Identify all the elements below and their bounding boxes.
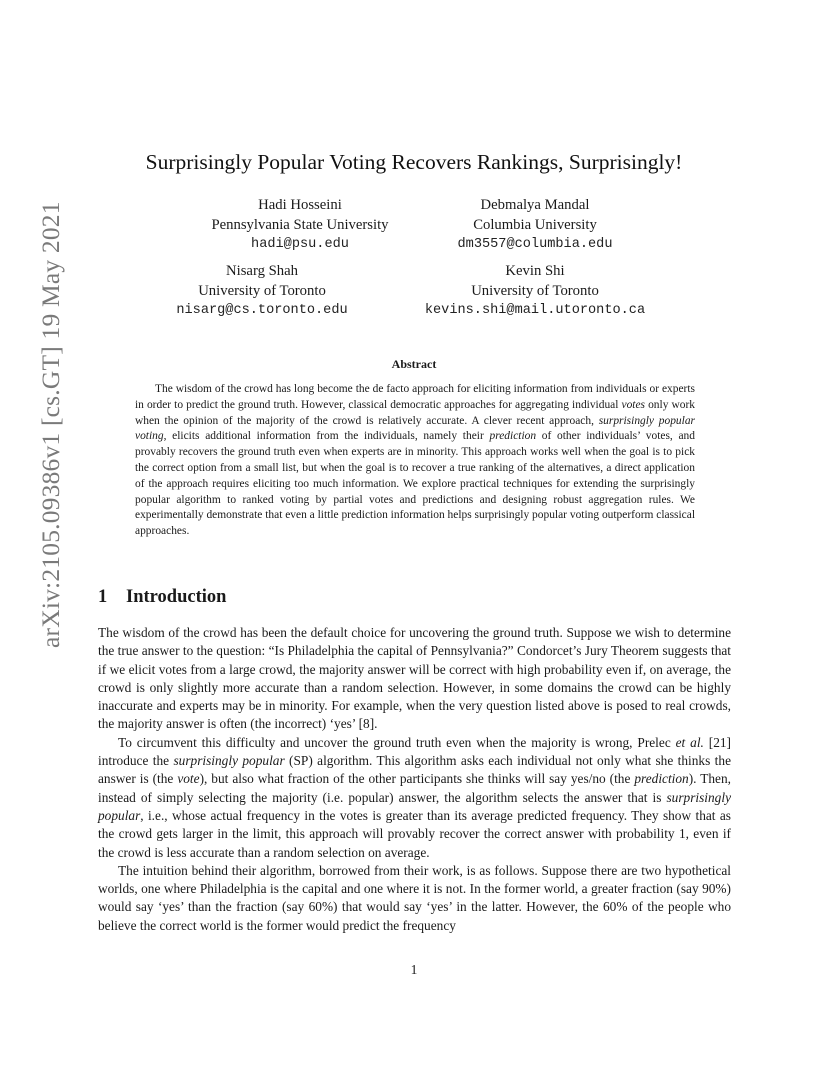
paragraph: The wisdom of the crowd has been the default choice for uncovering the ground truth. Suppose we wish to determine the true answer to the question: “Is Philadelphia the capital of Pennsylvania?” Condorcet’s Jury Theorem suggests that if we elicit votes from a large crowd, the majority answer will be correct with high probability even if, on average, the crowd is only slightly more accurate than a random selection. However, in some domains the crowd can be highly inaccurate and experts may be in minority. For example, when the very question listed above is posed to real crowds, the majority answer is often (the incorrect) ‘yes’ [8]. — [98, 625, 731, 732]
author-affiliation: University of Toronto — [471, 282, 599, 299]
paper-title: Surprisingly Popular Voting Recovers Rankings, Surprisingly! — [145, 150, 683, 174]
author-block — [395, 262, 675, 321]
emphasis: surprisingly popular — [98, 789, 731, 823]
section-title: Introduction — [126, 587, 227, 607]
author-affiliation: University of Toronto — [198, 282, 326, 299]
author-affiliation: Pennsylvania State University — [211, 216, 389, 233]
author-email: hadi@psu.edu — [251, 237, 349, 252]
emphasis: surprisingly popular — [173, 753, 285, 769]
author-block — [180, 196, 420, 255]
author-block — [415, 196, 655, 255]
author-email: dm3557@columbia.edu — [457, 237, 613, 252]
emphasis: surprisingly popular voting — [135, 414, 695, 443]
author-name: Kevin Shi — [505, 263, 565, 279]
author-name: Debmalya Mandal — [480, 197, 590, 213]
emphasis: votes — [621, 398, 646, 411]
author-name: Nisarg Shah — [226, 263, 298, 279]
author-email: kevins.shi@mail.utoronto.ca — [424, 303, 646, 318]
author-affiliation: Columbia University — [473, 216, 597, 233]
author-name: Hadi Hosseini — [258, 197, 342, 213]
abstract-text: The wisdom of the crowd has long become the de facto approach for eliciting information from individuals or experts in order to predict the ground truth. However, classical democratic approaches for aggregating individual votes only work when the opinion of the majority of the crowd is relatively accurate. A clever recent approach, surprisingly popular voting, elicits additional information from the individuals, namely their prediction of other individuals’ votes, and provably recovers the ground truth even when experts are in minority. This approach works well when the goal is to pick the correct option from a small list, but when the goal is to recover a true ranking of the alternatives, a direct application of the approach requires eliciting too much information. We explore practical techniques for extending the surprisingly popular algorithm to ranked voting by partial votes and predictions and designing robust aggregation rules. We experimentally demonstrate that even a little prediction information helps surprisingly popular voting outperform classical approaches. — [135, 383, 695, 538]
abstract-heading: Abstract — [391, 357, 437, 371]
author-email: nisarg@cs.toronto.edu — [176, 303, 348, 318]
emphasis: prediction — [634, 771, 689, 787]
page-number: 1 — [410, 962, 418, 977]
arxiv-identifier-text: arXiv:2105.09386v1 [cs.GT] 19 May 2021 — [36, 201, 65, 648]
emphasis: et al. — [675, 734, 704, 750]
introduction-body — [98, 624, 731, 935]
emphasis: vote — [177, 771, 200, 787]
author-block — [142, 262, 382, 321]
emphasis: prediction — [489, 430, 537, 443]
paragraph: To circumvent this difficulty and uncover the ground truth even when the majority is wrong, Prelec et al. [21] introduce the surprisingly popular (SP) algorithm. This algorithm asks each individual not only what she thinks the answer is (the vote), but also what fraction of the other participants she thinks will say yes/no (the prediction). Then, instead of simply selecting the majority (i.e. popular) answer, the algorithm selects the answer that is surprisingly popular, i.e., whose actual frequency in the votes is greater than its average predicted frequency. They show that as the crowd gets larger in the limit, this approach will provably recover the correct answer with probability 1, even if the crowd is less accurate than a random selection on average. — [98, 734, 731, 860]
section-number: 1 — [98, 587, 108, 607]
section-heading — [98, 587, 226, 608]
paragraph: The intuition behind their algorithm, borrowed from their work, is as follows. Suppose there are two hypothetical worlds, one where Philadelphia is the capital and one where it is not. In the former world, a greater fraction (say 90%) would say ‘yes’ than the fraction (say 60%) that would say ‘yes’ in the latter. However, the 60% of the people who believe the correct world is the former would predict the frequency — [98, 862, 731, 933]
